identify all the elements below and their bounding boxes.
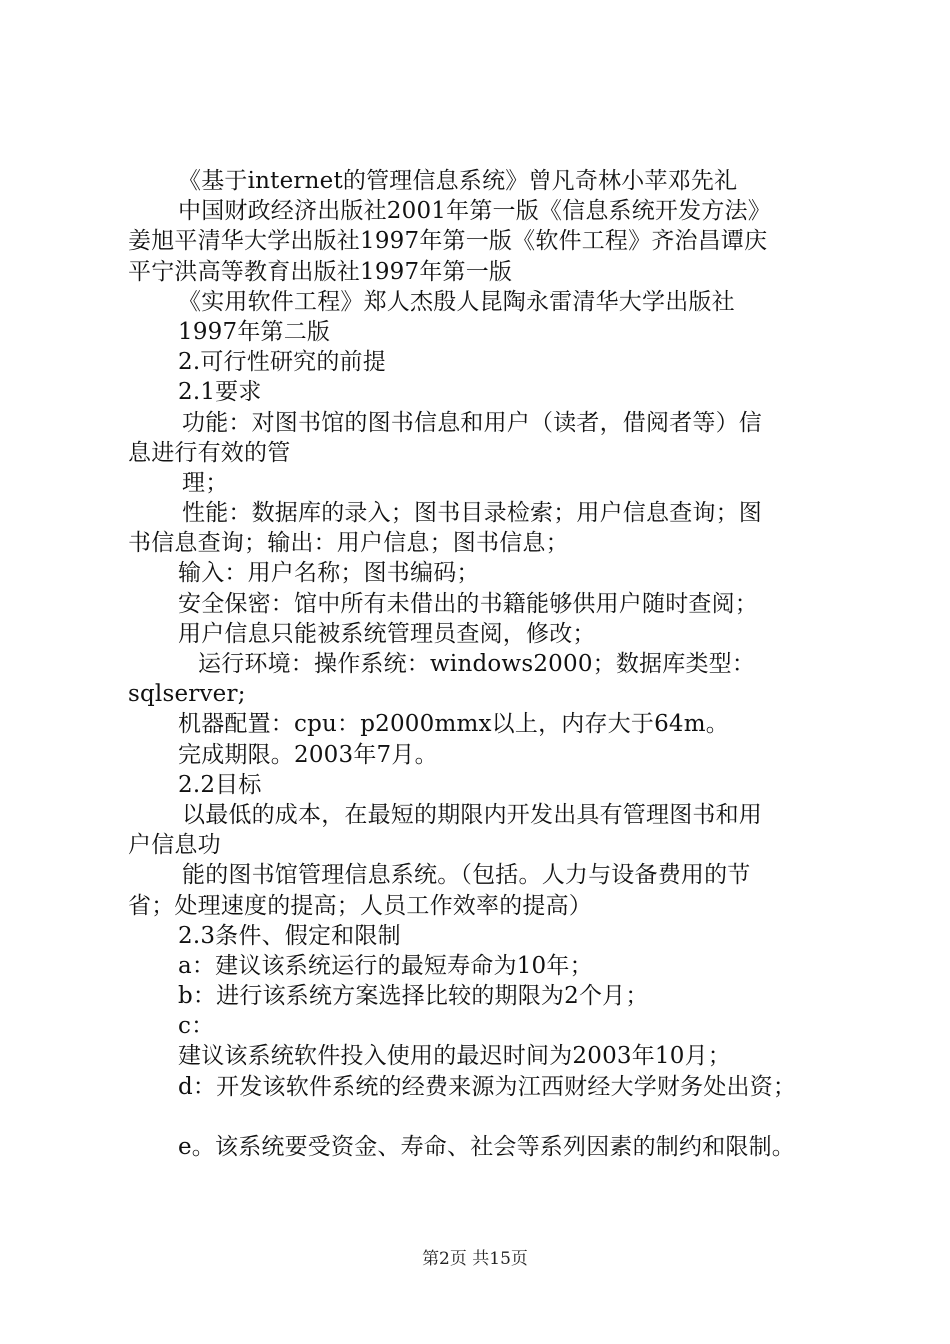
section-heading: 2.2目标 [178,771,262,798]
paragraph-gap [128,1102,836,1132]
document-body [128,166,836,1162]
text-line: 省；处理速度的提高；人员工作效率的提高） [128,892,592,919]
section-heading: 2.3条件、假定和限制 [178,922,401,949]
text-line: 理； [182,469,229,496]
text-line: 建议该系统软件投入使用的最迟时间为2003年10月； [178,1043,731,1070]
text-line: 输入：用户名称；图书编码； [178,560,480,587]
text-line: 性能：数据库的录入；图书目录检索；用户信息查询；图 [182,500,762,527]
text-line: 功能：对图书馆的图书信息和用户（读者，借阅者等）信 [182,409,762,436]
text-line: 姜旭平清华大学出版社1997年第一版《软件工程》齐治昌谭庆 [128,228,768,255]
section-heading: 2.可行性研究的前提 [178,349,386,376]
text-line: sqlserver; [128,681,246,708]
text-line: 1997年第二版 [178,318,331,345]
section-heading: 2.1要求 [178,379,262,406]
text-line: 安全保密：馆中所有未借出的书籍能够供用户随时查阅； [178,590,758,617]
text-line: a：建议该系统运行的最短寿命为10年； [178,952,593,979]
text-line: 《基于internet的管理信息系统》曾凡奇林小苹邓先礼 [178,168,738,194]
text-line: e。该系统要受资金、寿命、社会等系列因素的制约和限制。 [178,1133,796,1160]
text-line: 运行环境：操作系统：windows2000；数据库类型： [198,651,756,677]
text-line: 完成期限。2003年7月。 [178,741,438,768]
page-number: 第2页 共15页 [422,1249,528,1269]
text-line: 书信息查询；输出：用户信息；图书信息； [128,530,569,557]
text-line: 《实用软件工程》郑人杰殷人昆陶永雷清华大学出版社 [178,288,735,315]
text-line: 能的图书馆管理信息系统。（包括。人力与设备费用的节 [182,862,751,889]
text-line: 息进行有效的管 [128,439,291,466]
text-line: 户信息功 [128,832,221,859]
text-line: d：开发该软件系统的经费来源为江西财经大学财务处出资； [178,1073,797,1100]
text-line: b：进行该系统方案选择比较的期限为2个月； [178,983,649,1010]
text-line: 平宁洪高等教育出版社1997年第一版 [128,258,513,285]
text-line: c： [178,1013,215,1040]
text-line: 用户信息只能被系统管理员查阅，修改； [178,620,596,647]
text-line: 机器配置：cpu：p2000mmx以上，内存大于64m。 [178,711,729,738]
text-line: 以最低的成本，在最短的期限内开发出具有管理图书和用 [182,801,762,828]
text-line: 中国财政经济出版社2001年第一版《信息系统开发方法》 [178,198,771,225]
